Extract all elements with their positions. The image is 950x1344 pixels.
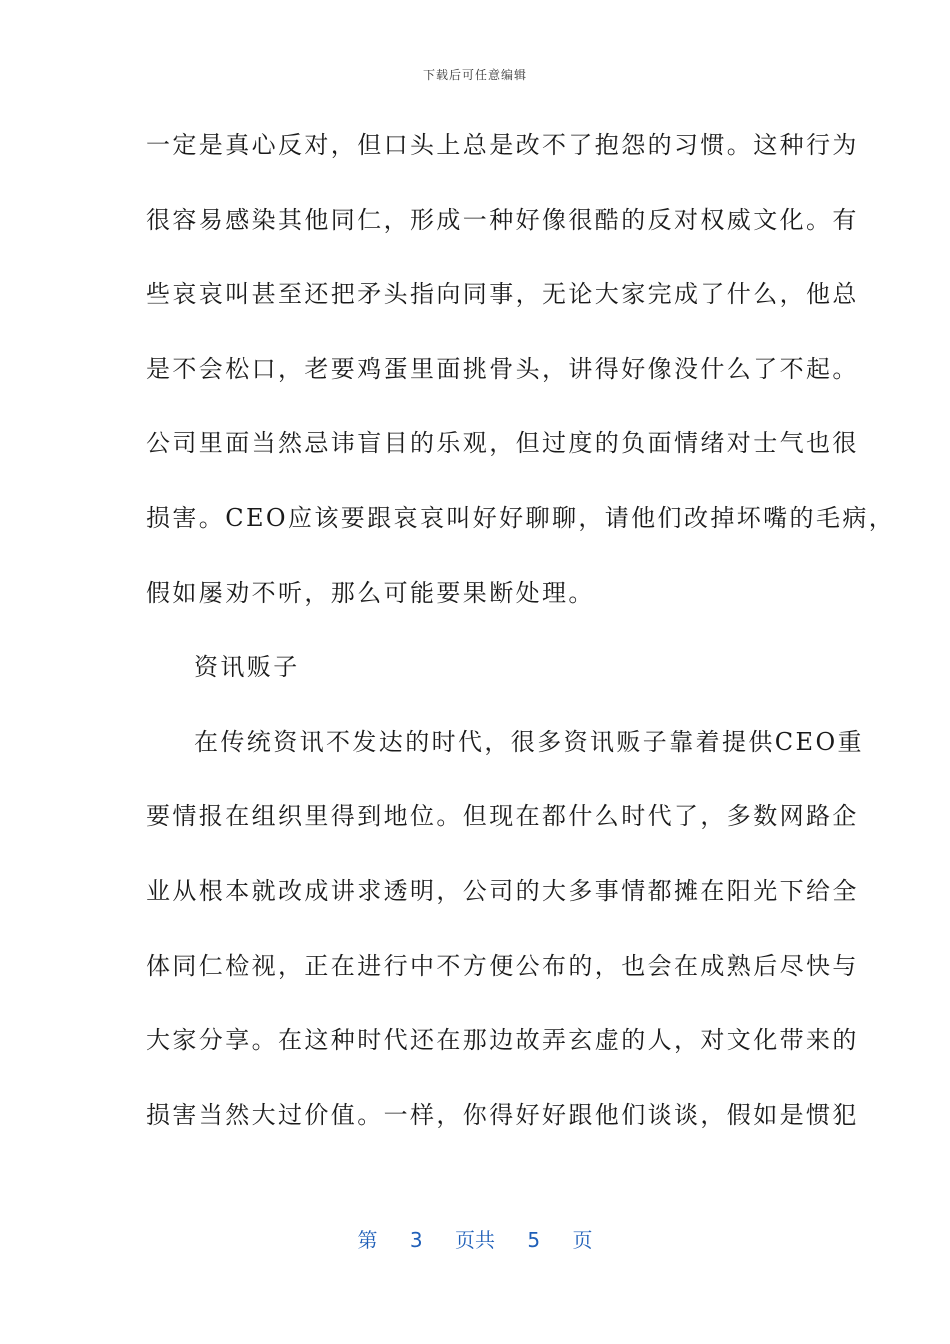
footer-page-of-label: 页共 [455,1228,495,1252]
text-line: 损害。CEO应该要跟哀哀叫好好聊聊，请他们改掉坏嘴的毛病， [146,503,896,532]
footer-current-page: 3 [409,1228,423,1252]
footer-page-end-label: 页 [572,1228,593,1252]
footer-total-pages: 5 [527,1228,541,1252]
text-line: 是不会松口，老要鸡蛋里面挑骨头，讲得好像没什么了不起。 [146,354,859,383]
text-line: 些哀哀叫甚至还把矛头指向同事，无论大家完成了什么，他总 [146,280,859,309]
header-note: 下载后可任意编辑 [422,68,527,82]
text-line: 很容易感染其他同仁，形成一种好像很酷的反对权威文化。有 [146,205,859,234]
text-line: 体同仁检视，正在进行中不方便公布的，也会在成熟后尽快与 [146,951,859,980]
text-line: 要情报在组织里得到地位。但现在都什么时代了，多数网路企 [146,802,859,831]
footer-page-label: 第 [357,1228,378,1252]
document-body [146,112,896,1156]
text-line: 假如屡劝不听，那么可能要果断处理。 [146,578,595,607]
page-footer [0,1224,950,1253]
text-line: 一定是真心反对，但口头上总是改不了抱怨的习惯。这种行为 [146,131,859,159]
text-line: 损害当然大过价值。一样，你得好好跟他们谈谈，假如是惯犯 [146,1100,859,1129]
text-line: 公司里面当然忌讳盲目的乐观，但过度的负面情绪对士气也很 [146,429,859,458]
text-line: 大家分享。在这种时代还在那边故弄玄虚的人，对文化带来的 [146,1026,859,1055]
text-line: 业从根本就改成讲求透明，公司的大多事情都摊在阳光下给全 [146,876,859,905]
section-heading: 资讯贩子 [194,653,300,682]
text-line: 在传统资讯不发达的时代，很多资讯贩子靠着提供CEO重 [194,727,864,756]
